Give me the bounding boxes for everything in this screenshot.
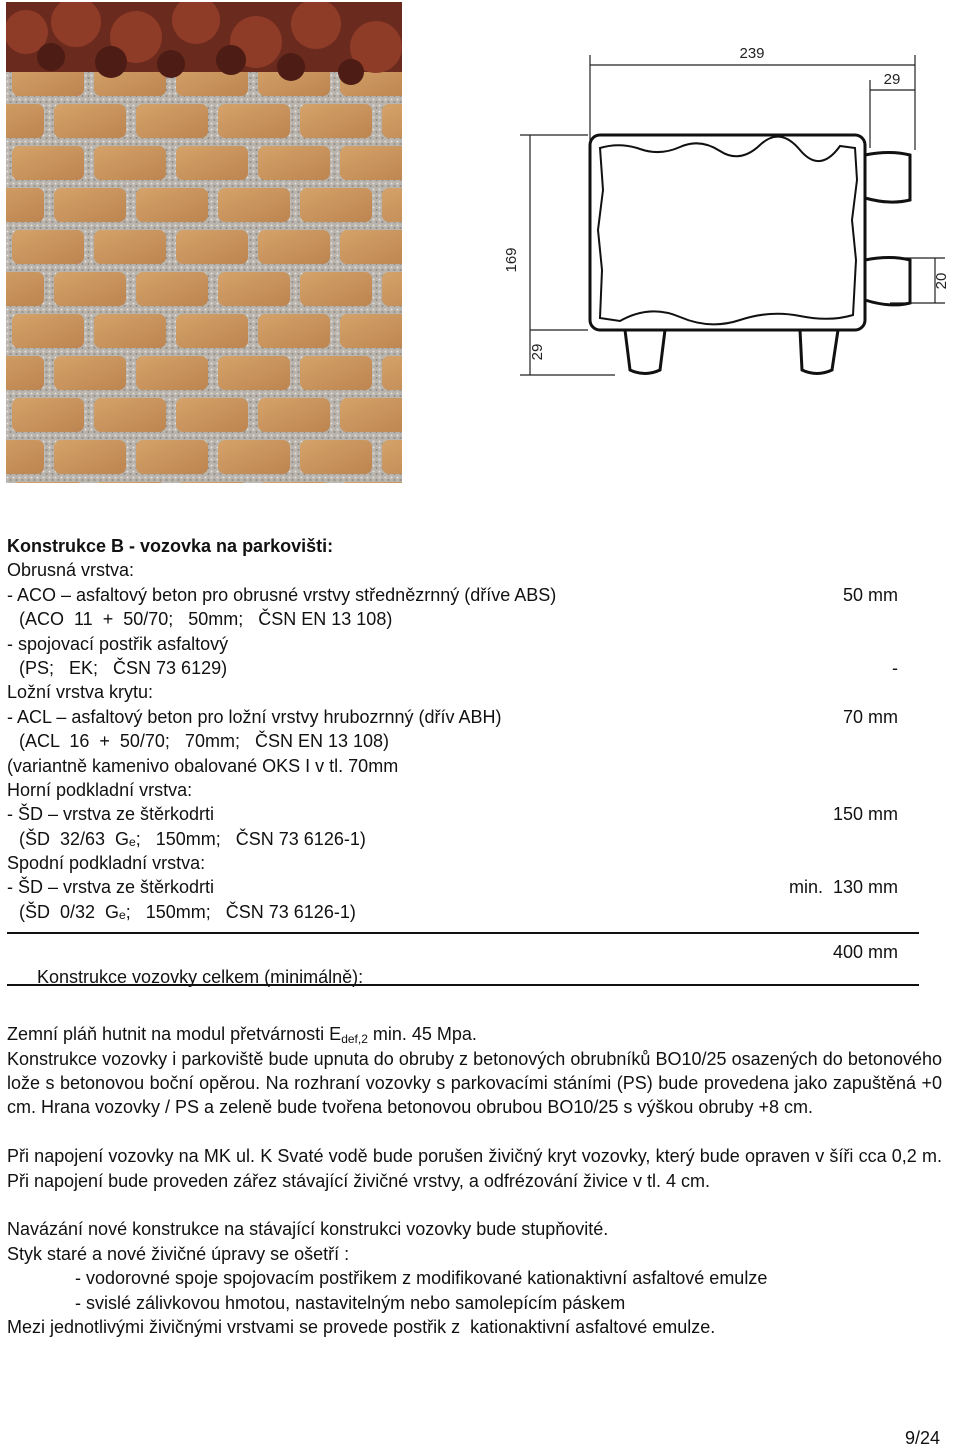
layer-row bbox=[7, 607, 942, 631]
paver-stone bbox=[382, 440, 402, 474]
total-value: 400 mm bbox=[832, 942, 898, 963]
paver-stone bbox=[136, 272, 208, 306]
paver-stone bbox=[176, 398, 248, 432]
paver-stone bbox=[136, 104, 208, 138]
dim-height-label: 169 bbox=[503, 247, 520, 273]
paragraph-curbs: Konstrukce vozovky i parkoviště bude upnuta do obruby z betonových obrubníků BO10/25 osazených do betonového lože s betonovou boční opěrou. Na rozhraní vozovky s parkovacími stáními (PS) bude provedena jako zapuštěná +0 cm. Hrana vozovky / PS a zeleně bude tvořena betonovou obrubou BO10/25 s výškou obruby +8 cm. bbox=[7, 1048, 942, 1118]
layer-row bbox=[7, 754, 942, 778]
paver-stone bbox=[382, 272, 402, 306]
layer-row-thickness: 150 mm bbox=[832, 804, 898, 825]
total-label: Konstrukce vozovky celkem (minimálně): bbox=[37, 966, 364, 987]
paver-stone bbox=[94, 482, 166, 483]
paver-stone bbox=[12, 482, 84, 483]
paver-stone bbox=[54, 188, 126, 222]
paver-stone bbox=[258, 146, 330, 180]
layer-row-thickness: 50 mm bbox=[842, 584, 898, 605]
layer-row-text: - ACL – asfaltový beton pro ložní vrstvy hrubozrnný (dřív ABH) bbox=[7, 706, 502, 727]
top-rule bbox=[7, 932, 919, 934]
bottom-rule-block bbox=[7, 982, 942, 1022]
bullet-item: - vodorovné spoje spojovacím postřikem z modifikované kationaktivní asfaltové emulze bbox=[75, 1268, 768, 1289]
subgrade-value: min. 45 Mpa. bbox=[367, 1024, 477, 1045]
paver-stone bbox=[12, 398, 84, 432]
paver-stone bbox=[340, 482, 402, 483]
total-block bbox=[7, 924, 942, 987]
paver-stone bbox=[218, 188, 290, 222]
paragraph-spray: Mezi jednotlivými živičnými vrstvami se provede postřik z kationaktivní asfaltové emulze. bbox=[7, 1317, 716, 1338]
layer-row bbox=[7, 680, 942, 704]
layer-row-thickness: 70 mm bbox=[842, 706, 898, 727]
paver-stone bbox=[6, 188, 44, 222]
paver-stone bbox=[6, 272, 44, 306]
layer-row bbox=[7, 875, 942, 899]
dim-lug-left-label: 29 bbox=[529, 343, 546, 361]
paver-stone bbox=[300, 356, 372, 390]
paver-stone bbox=[300, 188, 372, 222]
paver-stone bbox=[12, 314, 84, 348]
dim-lug-right-label: 20 bbox=[933, 272, 950, 290]
paver-stone bbox=[54, 272, 126, 306]
layer-row bbox=[7, 802, 942, 826]
layer-row-text: (ŠD 0/32 Gₑ; 150mm; ČSN 73 6126-1) bbox=[19, 901, 356, 922]
paver-stone bbox=[218, 104, 290, 138]
paver-stone bbox=[94, 314, 166, 348]
document-body bbox=[7, 534, 942, 1339]
paver-stone bbox=[340, 230, 402, 264]
subgrade-subscript: def,2 bbox=[341, 1032, 368, 1047]
layer-row-text: - ACO – asfaltový beton pro obrusné vrstvy střednězrnný (dříve ABS) bbox=[7, 584, 557, 605]
layer-row bbox=[7, 632, 942, 656]
subgrade-line bbox=[7, 1022, 942, 1046]
paver-stone bbox=[258, 314, 330, 348]
dim-width-label: 239 bbox=[739, 45, 765, 62]
paver-stone bbox=[218, 356, 290, 390]
paver-stone bbox=[176, 314, 248, 348]
section-heading: Konstrukce B - vozovka na parkovišti: bbox=[7, 536, 334, 556]
layer-row-text: (ACO 11 + 50/70; 50mm; ČSN EN 13 108) bbox=[19, 609, 393, 630]
paver-stone bbox=[300, 272, 372, 306]
layer-row bbox=[7, 583, 942, 607]
layer-row-text: Spodní podkladní vrstva: bbox=[7, 853, 206, 874]
layer-row-text: (PS; EK; ČSN 73 6129) bbox=[19, 657, 228, 678]
layer-row bbox=[7, 827, 942, 851]
dim-lug-top-label: 29 bbox=[883, 71, 901, 88]
paver-stone bbox=[382, 104, 402, 138]
paving-photo-graphic bbox=[6, 2, 402, 483]
layer-row bbox=[7, 558, 942, 582]
paver-stone bbox=[176, 230, 248, 264]
layer-row-text: Ložní vrstva krytu: bbox=[7, 682, 154, 703]
paver-stone bbox=[258, 230, 330, 264]
layer-list bbox=[7, 558, 942, 924]
paver-stone bbox=[6, 440, 44, 474]
paver-stone bbox=[382, 188, 402, 222]
layer-row bbox=[7, 729, 942, 753]
paver-stone bbox=[218, 440, 290, 474]
layer-row bbox=[7, 656, 942, 680]
layer-row-text: Obrusná vrstva: bbox=[7, 560, 135, 581]
layer-row-text: Horní podkladní vrstva: bbox=[7, 779, 193, 800]
layer-row-thickness: min. 130 mm bbox=[788, 877, 898, 898]
layer-row-text: - spojovací postřik asfaltový bbox=[7, 633, 229, 654]
paver-stone bbox=[176, 146, 248, 180]
paver-stone bbox=[6, 356, 44, 390]
paver-stone bbox=[340, 314, 402, 348]
paver-stone bbox=[136, 440, 208, 474]
paver-stone bbox=[136, 188, 208, 222]
paver-stone bbox=[94, 146, 166, 180]
paver-stone bbox=[136, 356, 208, 390]
paver-stone bbox=[300, 440, 372, 474]
paragraph-connection: Při napojení vozovky na MK ul. K Svaté vodě bude porušen živičný kryt vozovky, který bude opraven v šíři cca 0,2 m. Při napojení bude proveden zářez stávající živičné vrstvy, a odfrézování živice v tl. 4 cm. bbox=[7, 1146, 942, 1191]
bullet-item: - svislé zálivkovou hmotou, nastavitelným nebo samolepícím páskem bbox=[75, 1292, 626, 1313]
paver-stone bbox=[54, 356, 126, 390]
layer-row-text: (variantně kamenivo obalované OKS I v tl. 70mm bbox=[7, 755, 399, 776]
paver-cross-section-drawing bbox=[490, 30, 960, 390]
paver-stone bbox=[54, 440, 126, 474]
paver-stone bbox=[94, 398, 166, 432]
page-number: 9/24 bbox=[904, 1428, 940, 1448]
paving-photo bbox=[6, 2, 402, 483]
layer-row-thickness: - bbox=[892, 657, 898, 678]
layer-row-text: (ACL 16 + 50/70; 70mm; ČSN EN 13 108) bbox=[19, 731, 390, 752]
paver-stone bbox=[258, 398, 330, 432]
paver-stone bbox=[12, 146, 84, 180]
subgrade-text: Zemní pláň hutnit na modul přetvárnosti E bbox=[7, 1024, 342, 1045]
paver-stone bbox=[218, 272, 290, 306]
paver-stone bbox=[300, 104, 372, 138]
paver-drawing-svg bbox=[490, 30, 960, 390]
layer-row bbox=[7, 900, 942, 924]
paver-stone bbox=[176, 482, 248, 483]
paver-stone bbox=[340, 398, 402, 432]
layer-row bbox=[7, 705, 942, 729]
layer-row bbox=[7, 851, 942, 875]
paver-stone bbox=[6, 104, 44, 138]
total-row bbox=[7, 940, 942, 987]
layer-row-text: - ŠD – vrstva ze štěrkodrti bbox=[7, 804, 215, 825]
paver-stone bbox=[340, 146, 402, 180]
layer-row-text: (ŠD 32/63 Gₑ; 150mm; ČSN 73 6126-1) bbox=[19, 828, 366, 849]
bottom-rule bbox=[7, 984, 919, 986]
paver-stone bbox=[54, 104, 126, 138]
layer-row bbox=[7, 778, 942, 802]
paver-stone bbox=[94, 230, 166, 264]
paver-stone bbox=[382, 356, 402, 390]
layer-row-text: - ŠD – vrstva ze štěrkodrti bbox=[7, 877, 215, 898]
paragraph-stepped: Navázání nové konstrukce na stávající konstrukci vozovky bude stupňovité. bbox=[7, 1219, 609, 1240]
paver-stone bbox=[258, 482, 330, 483]
paver-stone bbox=[12, 230, 84, 264]
paragraph-joint-treatment: Styk staré a nové živičné úpravy se ošetří : bbox=[7, 1243, 350, 1264]
